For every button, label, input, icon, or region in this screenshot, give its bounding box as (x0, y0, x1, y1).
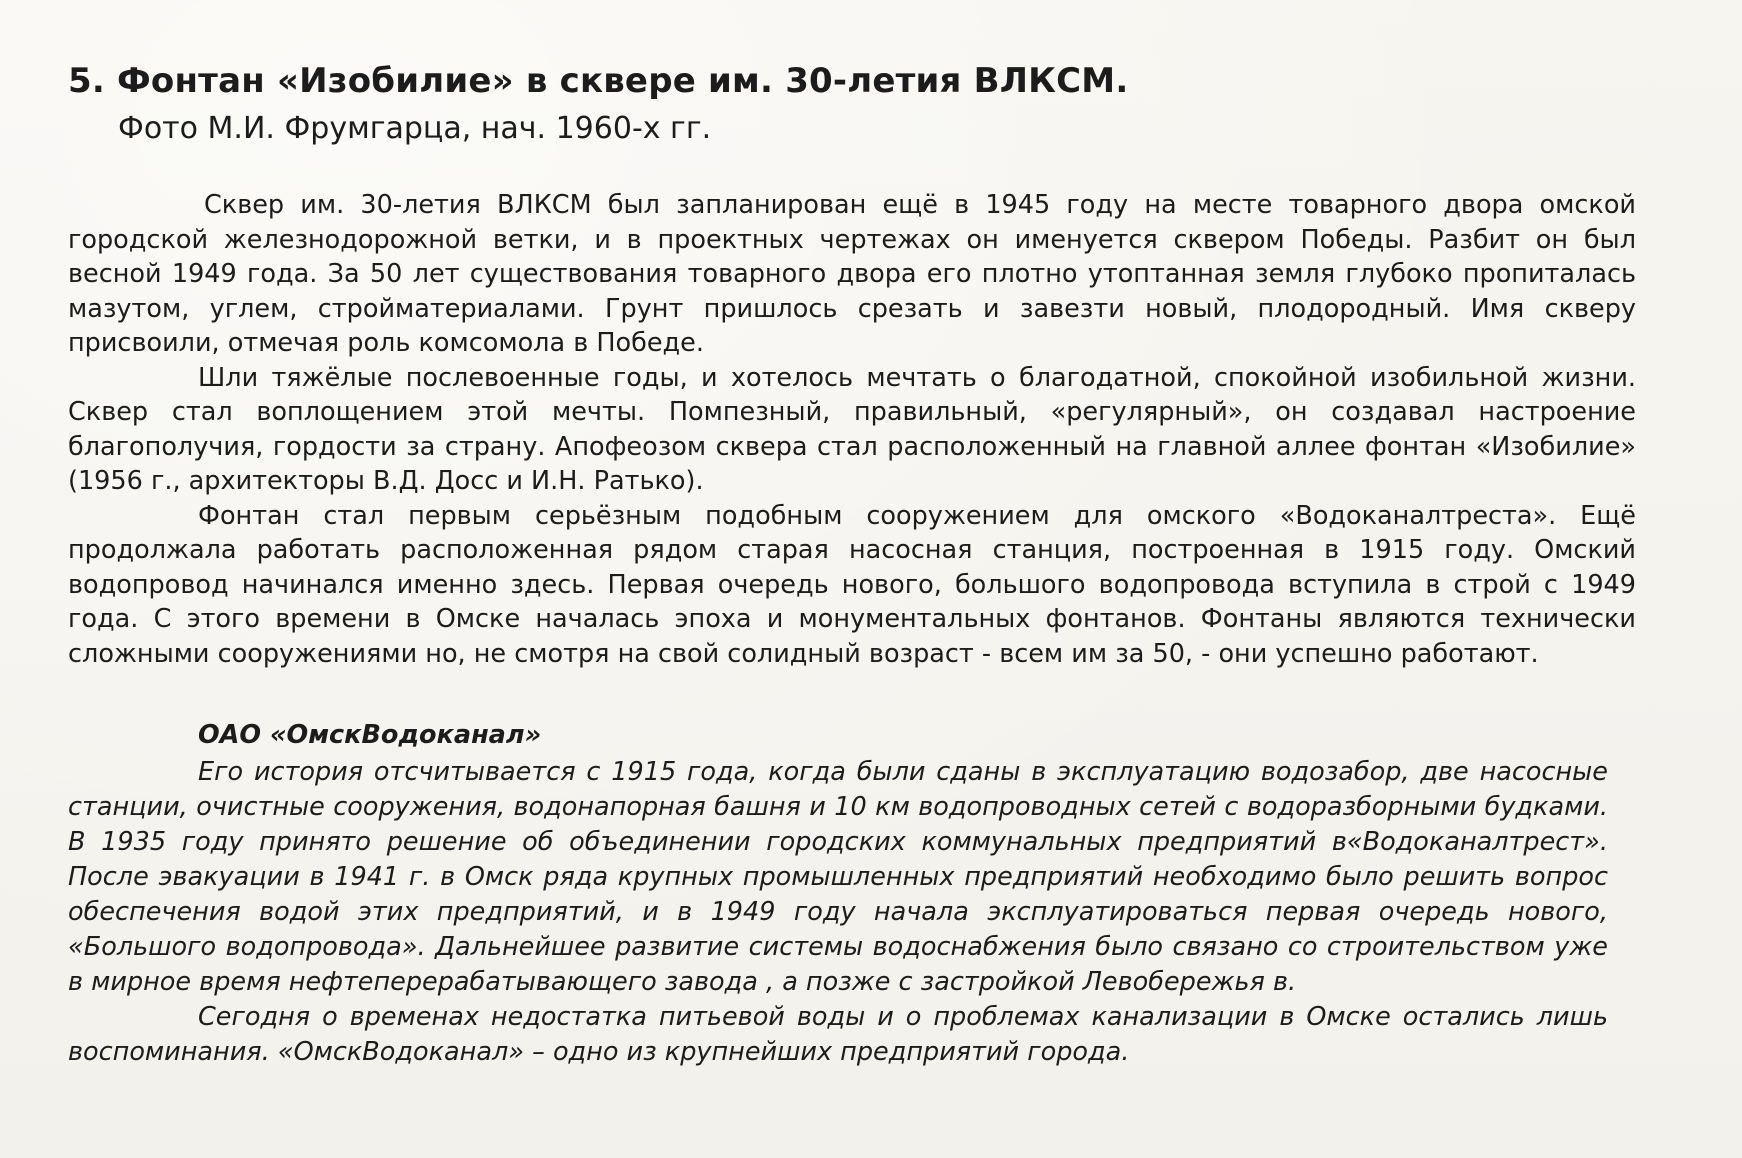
heading-block (68, 60, 1668, 148)
section-title: ОАО «ОмскВодоканал» (198, 720, 542, 750)
page-title: 5. Фонтан «Изобилие» в сквере им. 30-летия ВЛКСМ. (68, 61, 1129, 101)
section-paragraph: Его история отсчитывается с 1915 года, когда были сданы в эксплуатацию водозабор, две насосные станции, очистные сооружения, водонапорная башня и 10 км водопроводных сетей с водоразборными будками. В 1935 году принято решение об объединении городских коммунальных предприятий в«Водоканалтрест». После эвакуации в 1941 г. в Омск ряда крупных промышленных предприятий необходимо было решить вопрос обеспечения водой этих предприятий, и в 1949 году начала эксплуатироваться первая очередь нового, «Большого водопровода». Дальнейшее развитие системы водоснабжения было связано со строительством уже в мирное время нефтеперерабатывающего завода , а позже с застройкой Левобережья в. (68, 757, 1608, 997)
paragraph: Сквер им. 30-летия ВЛКСМ был запланирован ещё в 1945 году на месте товарного двора омской городской железнодорожной ветки, и в проектных чертежах он именуется сквером Победы. Разбит он был весной 1949 года. За 50 лет существования товарного двора его плотно утоптанная земля глубоко пропиталась мазутом, углем, стройматериалами. Грунт пришлось срезать и завезти новый, плодородный. Имя скверу присвоили, отмечая роль комсомола в Победе. (68, 190, 1636, 358)
company-section (68, 718, 1608, 1070)
paragraph: Фонтан стал первым серьёзным подобным сооружением для омского «Водоканалтреста». Ещё продолжала работать расположенная рядом старая насосная станция, построенная в 1915 году. Омский водопровод начинался именно здесь. Первая очередь нового, большого водопровода вступила в строй с 1949 года. С этого времени в Омске началась эпоха и монументальных фонтанов. Фонтаны являются технически сложными сооружениями но, не смотря на свой солидный возраст - всем им за 50, - они успешно работают. (68, 500, 1636, 669)
photo-credit: Фото М.И. Фрумгарца, нач. 1960-х гг. (118, 110, 712, 146)
paragraph: Шли тяжёлые послевоенные годы, и хотелось мечтать о благодатной, спокойной изобильной жизни. Сквер стал воплощением этой мечты. Помпезный, правильный, «регулярный», он создавал настроение благополучия, гордости за страну. Апофеозом сквера стал расположенный на главной аллее фонтан «Изобилие» (1956 г., архитекторы В.Д. Досс и И.Н. Ратько). (68, 362, 1636, 496)
section-paragraph: Сегодня о временах недостатка питьевой воды и о проблемах канализации в Омске остались лишь воспоминания. «ОмскВодоканал» – одно из крупнейших предприятий города. (68, 1002, 1608, 1067)
main-text (68, 188, 1636, 671)
